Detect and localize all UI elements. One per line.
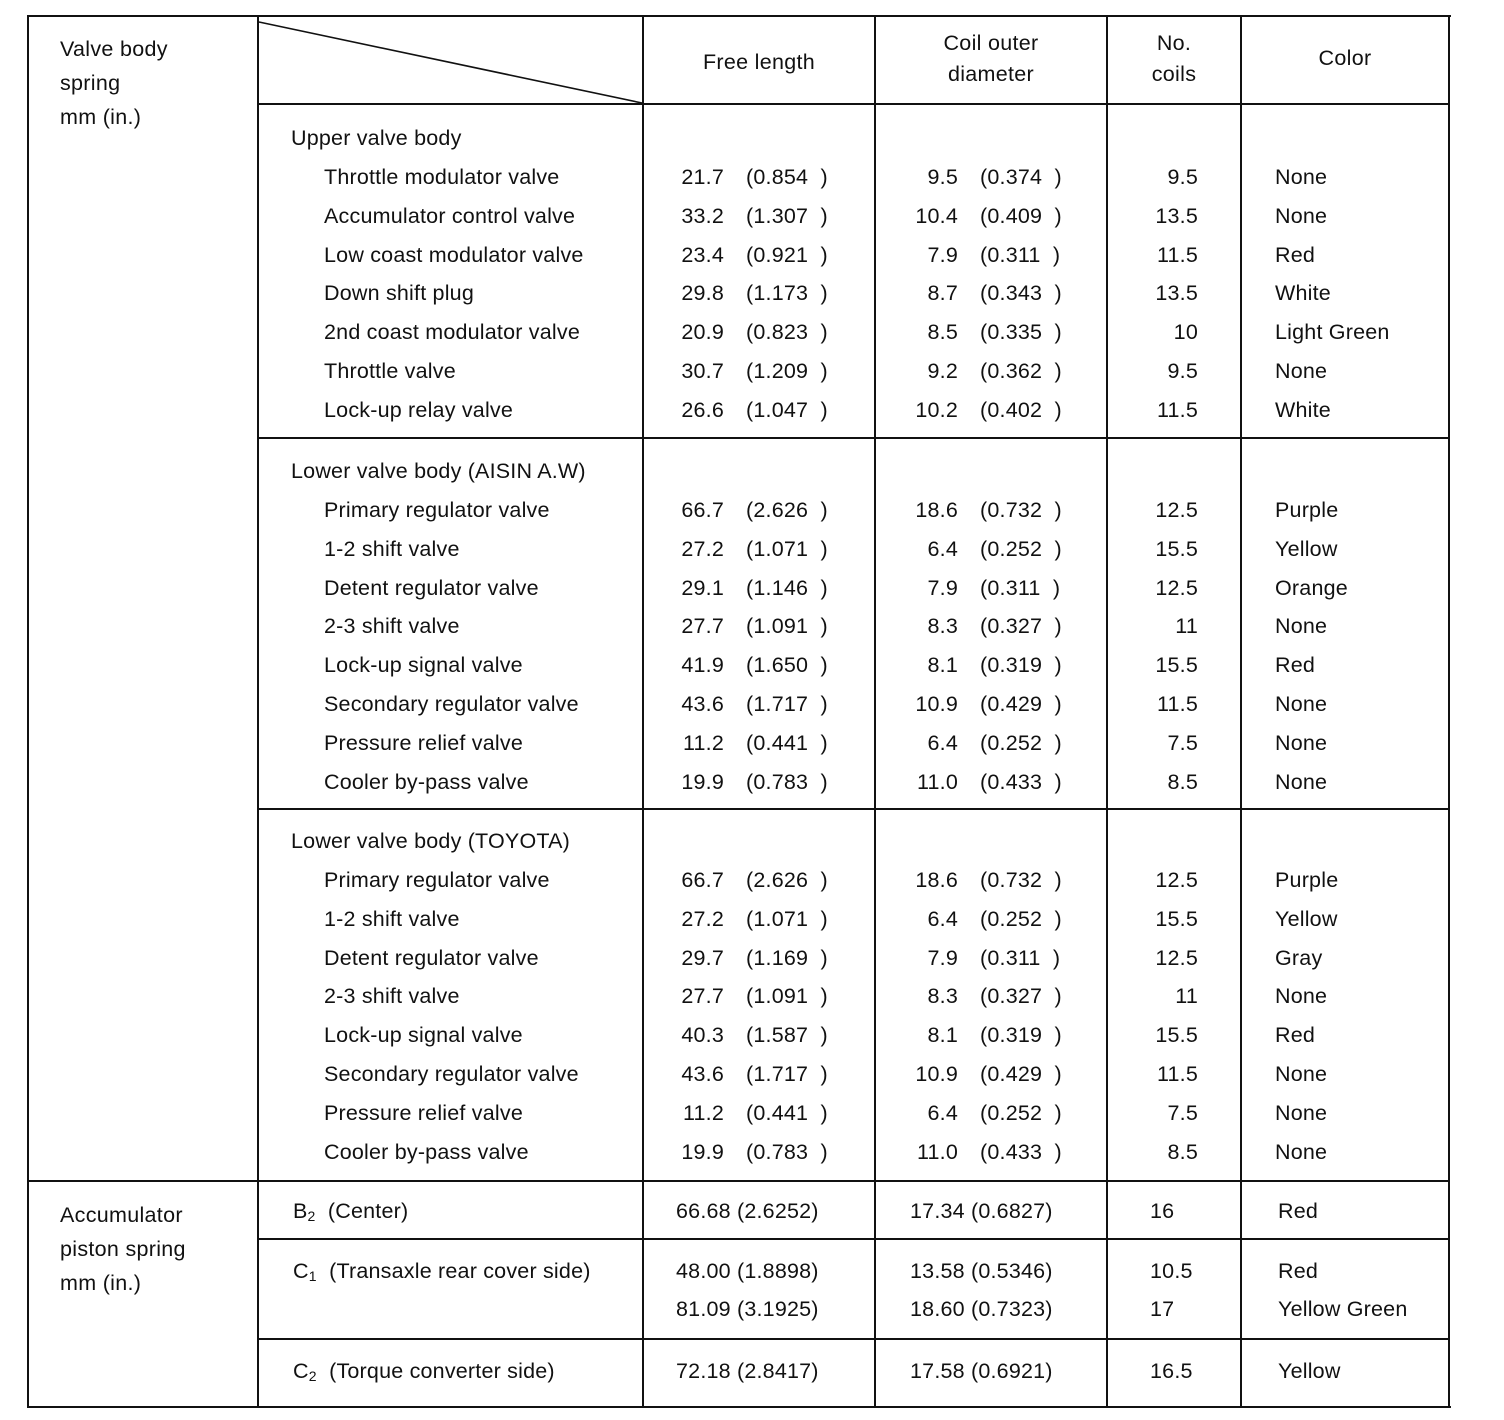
free-length-in: (1.091 ) (746, 984, 828, 1008)
free-length-in: (1.650 ) (746, 653, 828, 677)
coil-count: 12.5 (1155, 498, 1198, 522)
coil-diameter-mm: 11.0 (916, 1140, 958, 1164)
free-length-in: (1.071 ) (746, 907, 828, 931)
coil-count: 11.5 (1156, 692, 1198, 716)
spring-color: Yellow (1275, 537, 1338, 561)
free-length-in: (0.921 ) (746, 243, 828, 267)
coil-diameter-in: (0.252 ) (980, 537, 1062, 561)
spring-color: White (1275, 398, 1331, 422)
coil-diameter-in: (0.362 ) (980, 359, 1062, 383)
valve-name: Detent regulator valve (324, 576, 539, 600)
free-length-in: (2.626 ) (746, 868, 828, 892)
spring-color: Red (1275, 243, 1316, 267)
coil-diameter-mm: 10.4 (915, 204, 958, 228)
spring-color: Purple (1275, 868, 1339, 892)
free-length-in: (2.626 ) (746, 498, 828, 522)
valve-name: Pressure relief valve (324, 731, 523, 755)
free-length-in: (1.146 ) (746, 576, 828, 600)
coil-diameter-mm: 8.1 (927, 1023, 958, 1047)
accumulator-spring-name (293, 1358, 555, 1384)
coil-count: 15.5 (1155, 907, 1198, 931)
coil-diameter-mm: 6.4 (927, 537, 958, 561)
free-length-in: (0.441 ) (746, 731, 828, 755)
spring-color: None (1275, 984, 1328, 1008)
coil-diameter: 17.34 (0.6827) (910, 1199, 1053, 1223)
free-length-mm: 20.9 (681, 320, 724, 344)
valve-body-spring-label: Valve body spring mm (in.) (60, 37, 168, 129)
coil-diameter-mm: 7.9 (927, 243, 958, 267)
coil-diameter-mm: 8.5 (927, 320, 958, 344)
coil-diameter-mm: 7.9 (927, 946, 958, 970)
lower-valve-body-aisin-title: Lower valve body (AISIN A.W) (291, 459, 586, 483)
spring-letter: C (293, 1359, 309, 1383)
spring-color: None (1275, 731, 1328, 755)
spring-color: Yellow Green (1278, 1297, 1408, 1321)
free-length-mm: 43.6 (681, 692, 724, 716)
coil-diameter-mm: 18.6 (915, 868, 958, 892)
coil-diameter-in: (0.311 ) (980, 243, 1061, 267)
free-length-mm: 27.7 (681, 984, 724, 1008)
spring-color: Red (1278, 1259, 1319, 1283)
coil-diameter-in: (0.732 ) (980, 868, 1062, 892)
coil-diameter-in: (0.409 ) (980, 204, 1062, 228)
accumulator-spring-name (293, 1258, 591, 1284)
valve-name: Cooler by-pass valve (324, 1140, 529, 1164)
coil-count: 17 (1150, 1297, 1175, 1321)
free-length-mm: 11.2 (682, 1101, 724, 1125)
coil-diameter-in: (0.343 ) (980, 281, 1062, 305)
coil-diameter-in: (0.311 ) (980, 946, 1061, 970)
free-length-mm: 29.7 (681, 946, 724, 970)
spring-position: (Transaxle rear cover side) (329, 1259, 591, 1283)
coil-diameter-in: (0.374 ) (980, 165, 1062, 189)
coil-diameter-in: (0.327 ) (980, 614, 1062, 638)
free-length-in: (0.783 ) (746, 770, 828, 794)
coil-diameter: 18.60 (0.7323) (910, 1297, 1053, 1321)
coil-count: 15.5 (1155, 537, 1198, 561)
valve-name: Pressure relief valve (324, 1101, 523, 1125)
coil-diameter-in: (0.429 ) (980, 1062, 1062, 1086)
free-length-mm: 43.6 (681, 1062, 724, 1086)
free-length-in: (1.047 ) (746, 398, 828, 422)
coil-diameter: 13.58 (0.5346) (910, 1259, 1053, 1283)
header-free-length: Free length (702, 50, 816, 74)
coil-diameter-mm: 18.6 (915, 498, 958, 522)
free-length-mm: 27.2 (681, 537, 724, 561)
coil-diameter-mm: 6.4 (927, 907, 958, 931)
free-length: 81.09 (3.1925) (676, 1297, 819, 1321)
coil-count: 16 (1150, 1199, 1175, 1223)
spring-color: None (1275, 692, 1328, 716)
valve-name: Secondary regulator valve (324, 1062, 579, 1086)
coil-diameter-mm: 10.9 (915, 1062, 958, 1086)
coil-count: 9.5 (1167, 359, 1198, 383)
coil-count: 12.5 (1155, 868, 1198, 892)
coil-diameter-in: (0.319 ) (980, 1023, 1062, 1047)
free-length-in: (1.091 ) (746, 614, 828, 638)
upper-valve-body-title: Upper valve body (291, 126, 462, 150)
coil-diameter-in: (0.319 ) (980, 653, 1062, 677)
coil-diameter-mm: 8.7 (927, 281, 958, 305)
coil-count: 13.5 (1155, 204, 1198, 228)
valve-name: Lock-up signal valve (324, 653, 523, 677)
spring-color: None (1275, 165, 1328, 189)
spring-color: Purple (1275, 498, 1339, 522)
coil-diameter-in: (0.252 ) (980, 731, 1062, 755)
lower-valve-body-toyota-title: Lower valve body (TOYOTA) (291, 829, 571, 853)
free-length-mm: 40.3 (681, 1023, 724, 1047)
coil-count: 7.5 (1167, 731, 1198, 755)
coil-diameter-mm: 11.0 (916, 770, 958, 794)
coil-diameter-in: (0.327 ) (980, 984, 1062, 1008)
accumulator-spring-name (293, 1198, 408, 1224)
free-length-mm: 27.7 (681, 614, 724, 638)
spring-color: None (1275, 359, 1328, 383)
free-length-in: (0.783 ) (746, 1140, 828, 1164)
spring-position: (Center) (327, 1199, 409, 1223)
free-length-in: (1.307 ) (746, 204, 828, 228)
valve-name: 1-2 shift valve (324, 537, 460, 561)
coil-count: 16.5 (1150, 1359, 1193, 1383)
free-length-in: (1.717 ) (746, 1062, 828, 1086)
spring-color: None (1275, 614, 1328, 638)
valve-name: Lock-up relay valve (324, 398, 514, 422)
valve-name: Lock-up signal valve (324, 1023, 523, 1047)
coil-diameter-in: (0.252 ) (980, 1101, 1062, 1125)
coil-diameter: 17.58 (0.6921) (910, 1359, 1053, 1383)
coil-count: 7.5 (1167, 1101, 1198, 1125)
free-length-in: (1.209 ) (746, 359, 828, 383)
coil-diameter-in: (0.429 ) (980, 692, 1062, 716)
free-length-mm: 23.4 (681, 243, 724, 267)
valve-name: Low coast modulator valve (324, 243, 584, 267)
spring-subscript: 2 (308, 1368, 317, 1384)
spring-subscript: 1 (308, 1268, 317, 1284)
coil-diameter-in: (0.402 ) (980, 398, 1062, 422)
spring-color: None (1275, 1101, 1328, 1125)
coil-diameter-mm: 7.9 (927, 576, 958, 600)
coil-count: 10.5 (1150, 1259, 1193, 1283)
coil-count: 11 (1175, 984, 1198, 1008)
header-coil-outer-diameter: Coil outer diameter (943, 31, 1039, 86)
free-length-mm: 66.7 (681, 498, 724, 522)
coil-count: 12.5 (1155, 576, 1198, 600)
coil-count: 13.5 (1155, 281, 1198, 305)
spring-color: Orange (1275, 576, 1348, 600)
free-length-mm: 66.7 (681, 868, 724, 892)
free-length-mm: 27.2 (681, 907, 724, 931)
coil-diameter-mm: 8.3 (927, 614, 958, 638)
coil-diameter-in: (0.433 ) (980, 770, 1062, 794)
header-color: Color (1318, 46, 1372, 70)
spring-color: None (1275, 770, 1328, 794)
free-length-in: (1.169 ) (746, 946, 828, 970)
coil-diameter-mm: 10.2 (915, 398, 958, 422)
free-length-in: (0.854 ) (746, 165, 828, 189)
valve-name: 1-2 shift valve (324, 907, 460, 931)
free-length-in: (0.823 ) (746, 320, 828, 344)
spring-color: Red (1275, 1023, 1316, 1047)
free-length-mm: 19.9 (681, 1140, 724, 1164)
free-length-mm: 33.2 (681, 204, 724, 228)
coil-diameter-in: (0.335 ) (980, 320, 1062, 344)
free-length-in: (1.717 ) (746, 692, 828, 716)
coil-count: 10 (1173, 320, 1198, 344)
valve-name: Cooler by-pass valve (324, 770, 529, 794)
free-length-in: (1.173 ) (746, 281, 828, 305)
coil-diameter-mm: 8.1 (927, 653, 958, 677)
spring-color: Yellow (1278, 1359, 1341, 1383)
coil-count: 12.5 (1155, 946, 1198, 970)
coil-diameter-in: (0.732 ) (980, 498, 1062, 522)
coil-count: 8.5 (1167, 770, 1198, 794)
spring-color: Light Green (1275, 320, 1390, 344)
coil-diameter-mm: 6.4 (927, 1101, 958, 1125)
spring-color: None (1275, 1140, 1328, 1164)
free-length: 66.68 (2.6252) (676, 1199, 819, 1223)
coil-count: 15.5 (1155, 653, 1198, 677)
valve-name: Throttle valve (324, 359, 456, 383)
free-length-mm: 29.8 (681, 281, 724, 305)
coil-count: 11.5 (1156, 398, 1198, 422)
valve-name: 2-3 shift valve (324, 984, 460, 1008)
accumulator-piston-spring-label: Accumulator piston spring mm (in.) (60, 1203, 186, 1295)
valve-name: Down shift plug (324, 281, 474, 305)
spring-color: Yellow (1275, 907, 1338, 931)
free-length-mm: 21.7 (681, 165, 724, 189)
spring-letter: C (293, 1259, 309, 1283)
coil-count: 11.5 (1156, 1062, 1198, 1086)
header-no-coils: No. coils (1151, 31, 1197, 86)
valve-name: 2-3 shift valve (324, 614, 460, 638)
free-length-in: (1.587 ) (746, 1023, 828, 1047)
free-length-mm: 41.9 (681, 653, 724, 677)
coil-count: 11.5 (1156, 243, 1198, 267)
free-length-in: (0.441 ) (746, 1101, 828, 1125)
spring-color: None (1275, 204, 1328, 228)
coil-count: 11 (1175, 614, 1198, 638)
free-length-mm: 19.9 (681, 770, 724, 794)
spring-color: Red (1278, 1199, 1319, 1223)
free-length-mm: 26.6 (681, 398, 724, 422)
free-length-mm: 29.1 (681, 576, 724, 600)
free-length-in: (1.071 ) (746, 537, 828, 561)
valve-name: Detent regulator valve (324, 946, 539, 970)
valve-name: Primary regulator valve (324, 868, 550, 892)
free-length-mm: 11.2 (682, 731, 724, 755)
spring-subscript: 2 (307, 1208, 316, 1224)
coil-diameter-in: (0.311 ) (980, 576, 1061, 600)
coil-diameter-in: (0.252 ) (980, 907, 1062, 931)
valve-name: Accumulator control valve (324, 204, 576, 228)
valve-name: Secondary regulator valve (324, 692, 579, 716)
free-length-mm: 30.7 (681, 359, 724, 383)
free-length: 48.00 (1.8898) (676, 1259, 819, 1283)
coil-count: 15.5 (1155, 1023, 1198, 1047)
coil-diameter-mm: 9.2 (927, 359, 958, 383)
coil-count: 8.5 (1167, 1140, 1198, 1164)
coil-diameter-mm: 6.4 (927, 731, 958, 755)
spring-color: White (1275, 281, 1331, 305)
coil-diameter-mm: 8.3 (927, 984, 958, 1008)
spring-color: None (1275, 1062, 1328, 1086)
coil-diameter-mm: 10.9 (915, 692, 958, 716)
spring-color: Red (1275, 653, 1316, 677)
valve-name: Primary regulator valve (324, 498, 550, 522)
valve-name: Throttle modulator valve (324, 165, 560, 189)
coil-diameter-mm: 9.5 (927, 165, 958, 189)
coil-diameter-in: (0.433 ) (980, 1140, 1062, 1164)
free-length: 72.18 (2.8417) (676, 1359, 819, 1383)
spring-position: (Torque converter side) (329, 1359, 555, 1383)
spring-letter: B (293, 1199, 308, 1223)
spring-color: Gray (1275, 946, 1323, 970)
valve-name: 2nd coast modulator valve (324, 320, 580, 344)
coil-count: 9.5 (1167, 165, 1198, 189)
